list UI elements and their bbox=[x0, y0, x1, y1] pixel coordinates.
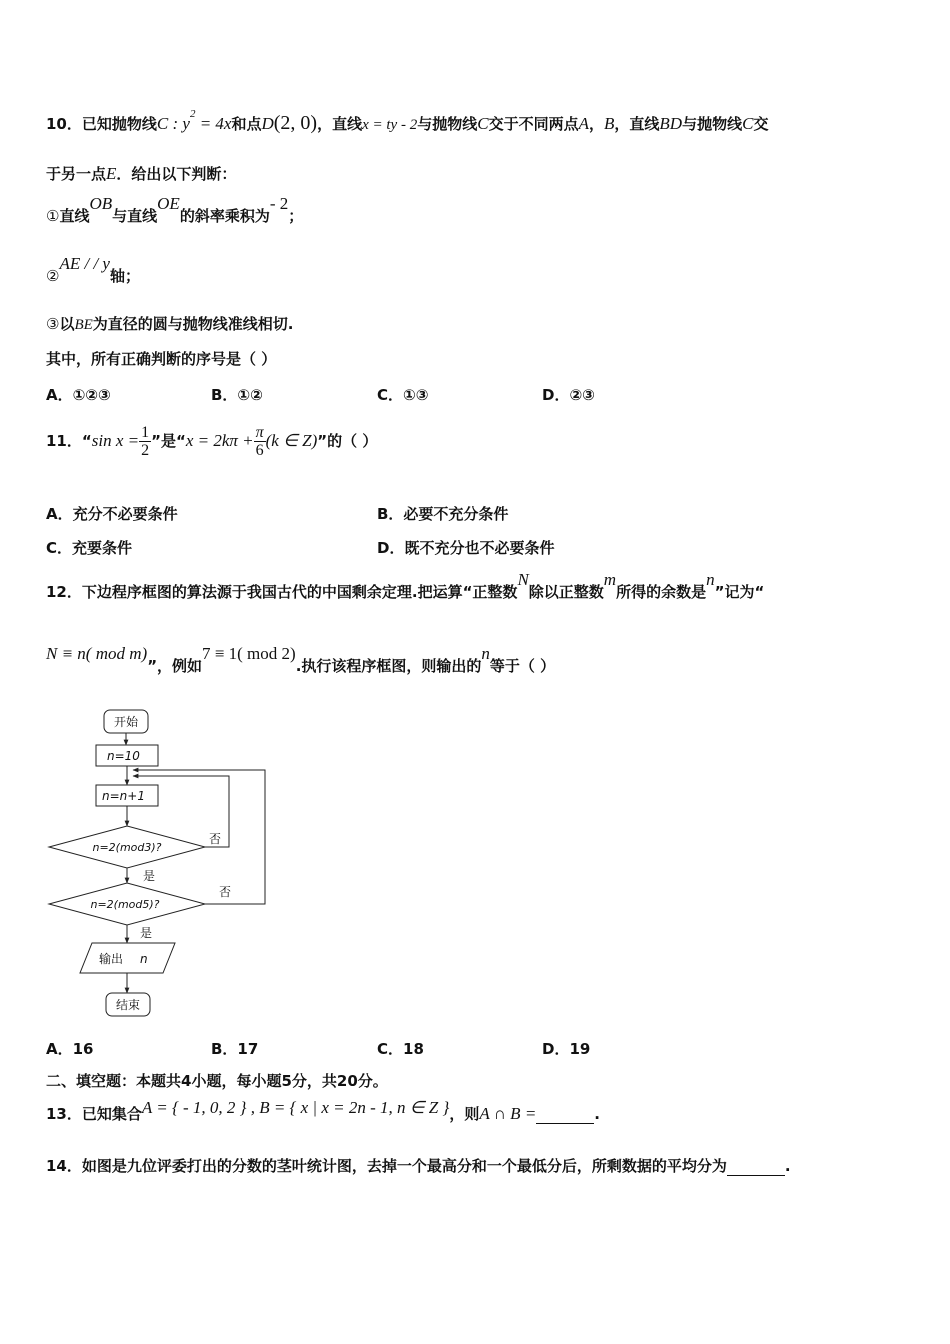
cond1-label: n=2(mod3)? bbox=[92, 841, 162, 854]
output-var-label: n bbox=[140, 952, 148, 966]
init-label: n=10 bbox=[107, 749, 140, 763]
output-label: 输出 bbox=[99, 952, 124, 966]
q12-line2: N ≡ n( mod m)”，例如7 ≡ 1( mod 2).执行该程序框图，则输出的n等于（ ） bbox=[46, 644, 556, 675]
point-d-coords: (2, 0) bbox=[273, 112, 318, 134]
increment-label: n=n+1 bbox=[102, 789, 145, 803]
q10-option-b: B．①② bbox=[211, 386, 263, 404]
q14-line: 14．如图是九位评委打出的分数的茎叶统计图，去掉一个最高分和一个最低分后，所剩数据的平均分为 . bbox=[46, 1157, 791, 1175]
q12-line1: 12．下边程序框图的算法源于我国古代的中国剩余定理.把运算“正整数N除以正整数m所得的余数是n”记为“ bbox=[46, 570, 765, 601]
q12-number: 12． bbox=[46, 583, 82, 601]
q11-option-c: C．充要条件 bbox=[46, 539, 133, 557]
fraction-one-half: $\frac{1}{2}$ bbox=[141, 424, 150, 459]
congruence-example: 7 ≡ 1( mod 2) bbox=[202, 644, 296, 663]
q14-answer-blank bbox=[727, 1159, 785, 1176]
q10-option-d: D．②③ bbox=[542, 386, 595, 404]
program-flowchart bbox=[40, 700, 280, 1025]
q12-option-d: D．19 bbox=[542, 1040, 591, 1058]
yes-label-2: 是 bbox=[140, 926, 153, 940]
section-2-heading: 二、填空题：本题共4小题，每小题5分，共20分。 bbox=[46, 1072, 388, 1090]
q11-line: 11．“sin x = $\frac{1}{2}$ ”是“x = 2kπ + $\frac{\pi}{6}$ (k ∈ Z)”的（ ） bbox=[46, 424, 378, 459]
q10-judgement-2: ②AE / / y轴； bbox=[46, 254, 140, 285]
q10-line2: 于另一点E．给出以下判断： bbox=[46, 164, 237, 183]
yes-label-1: 是 bbox=[143, 869, 156, 883]
q11-number: 11． bbox=[46, 432, 82, 450]
q10-question: 其中，所有正确判断的序号是（ ） bbox=[46, 350, 277, 368]
fraction-pi-over-six: $\frac{\pi}{6}$ bbox=[255, 424, 264, 459]
q10-option-a: A．①②③ bbox=[46, 386, 111, 404]
end-label: 结束 bbox=[115, 998, 141, 1012]
start-label: 开始 bbox=[113, 715, 139, 729]
q11-option-b: B．必要不充分条件 bbox=[377, 505, 509, 523]
q14-number: 14． bbox=[46, 1157, 82, 1175]
q12-option-b: B．17 bbox=[211, 1040, 259, 1058]
q12-option-c: C．18 bbox=[377, 1040, 424, 1058]
q10-judgement-3: ③以BE为直径的圆与抛物线准线相切. bbox=[46, 315, 294, 333]
q10-number: 10． bbox=[46, 115, 82, 133]
no-label-1: 否 bbox=[209, 832, 222, 846]
cond2-label: n=2(mod5)? bbox=[90, 898, 160, 911]
no-label-2: 否 bbox=[219, 885, 232, 899]
congruence-notation: N ≡ n( mod m) bbox=[46, 644, 148, 663]
set-definitions: A = { - 1, 0, 2 } , B = { x | x = 2n - 1, n ∈ Z } bbox=[141, 1098, 450, 1117]
q11-option-d: D．既不充分也不必要条件 bbox=[377, 539, 555, 557]
q13-number: 13． bbox=[46, 1105, 82, 1123]
line-equation: x = ty - 2 bbox=[362, 117, 418, 133]
q12-option-a: A．16 bbox=[46, 1040, 94, 1058]
q13-line: 13．已知集合A = { - 1, 0, 2 } , B = { x | x = 2n - 1, n ∈ Z }，则A ∩ B = . bbox=[46, 1098, 600, 1123]
q11-option-a: A．充分不必要条件 bbox=[46, 505, 178, 523]
parabola-equation: C : $y^2 = 4x$ bbox=[156, 108, 232, 133]
q13-answer-blank bbox=[536, 1107, 594, 1124]
q10-judgement-1: ①直线OB与直线OE的斜率乘积为- 2； bbox=[46, 194, 304, 225]
q10-line1: 10．已知抛物线C : $y^2 = 4x$和点D(2, 0)，直线x = ty - 2与抛物线C交于不同两点A，B，直线BD与抛物线C交 bbox=[46, 108, 769, 134]
q10-option-c: C．①③ bbox=[377, 386, 429, 404]
output-parallelogram bbox=[80, 943, 175, 973]
